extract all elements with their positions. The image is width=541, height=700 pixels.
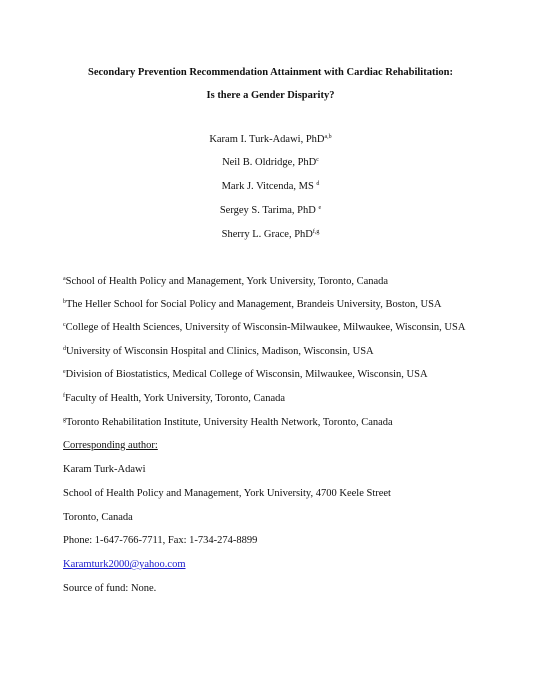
- author-3: [0, 180, 541, 193]
- affiliation-f: [63, 392, 285, 405]
- affiliation-mark: f: [63, 393, 65, 399]
- author-5: [0, 228, 541, 241]
- author-affiliation-marks: f,g: [312, 229, 320, 235]
- affiliation-e: [63, 368, 428, 381]
- affiliation-text: School of Health Policy and Management, York University, Toronto, Canada: [65, 276, 389, 287]
- author-name: Karam I. Turk-Adawi, PhD: [209, 134, 325, 145]
- author-affiliation-marks: c: [316, 157, 319, 163]
- author-name: Sergey S. Tarima, PhD: [219, 205, 316, 216]
- author-affiliation-marks: e: [318, 205, 322, 211]
- author-name: Mark J. Vitcenda, MS: [221, 181, 314, 192]
- affiliation-text: The Heller School for Social Policy and Management, Brandeis University, Boston, USA: [66, 299, 442, 310]
- affiliation-mark: c: [63, 322, 66, 328]
- author-2: [0, 156, 541, 169]
- corresponding-author-name: Karam Turk-Adawi: [63, 464, 146, 475]
- affiliation-text: Toronto Rehabilitation Institute, University Health Network, Toronto, Canada: [66, 417, 393, 428]
- author-name: Sherry L. Grace, PhD: [221, 229, 313, 240]
- author-name: Neil B. Oldridge, PhD: [222, 157, 317, 168]
- affiliation-text: College of Health Sciences, University of Wisconsin-Milwaukee, Milwaukee, Wisconsin, USA: [65, 322, 466, 333]
- corresponding-author-phone: Phone: 1-647-766-7711, Fax: 1-734-274-8899: [63, 535, 258, 546]
- corresponding-author-city: Toronto, Canada: [63, 512, 133, 523]
- affiliation-mark: g: [63, 417, 66, 423]
- author-4: [0, 204, 541, 217]
- paper-title-line-2: Is there a Gender Disparity?: [206, 90, 335, 101]
- affiliation-text: Division of Biostatistics, Medical College of Wisconsin, Milwaukee, Wisconsin, USA: [65, 369, 428, 380]
- paper-title-line-1: Secondary Prevention Recommendation Attainment with Cardiac Rehabilitation:: [88, 67, 453, 78]
- author-1: [0, 133, 541, 146]
- author-affiliation-marks: a,b: [324, 134, 332, 140]
- affiliation-text: University of Wisconsin Hospital and Clinics, Madison, Wisconsin, USA: [66, 346, 374, 357]
- affiliation-g: [63, 416, 393, 429]
- affiliation-b: [63, 298, 442, 311]
- affiliation-mark: a: [63, 276, 66, 282]
- affiliation-mark: b: [63, 299, 66, 305]
- affiliation-mark: d: [63, 346, 66, 352]
- affiliation-text: Faculty of Health, York University, Toronto, Canada: [65, 393, 286, 404]
- corresponding-author-address: School of Health Policy and Management, York University, 4700 Keele Street: [63, 488, 391, 499]
- corresponding-author-email-link[interactable]: Karamturk2000@yahoo.com: [63, 559, 186, 570]
- funding-statement: Source of fund: None.: [63, 583, 157, 594]
- affiliation-c: [63, 321, 465, 334]
- corresponding-author-heading: Corresponding author:: [63, 440, 158, 451]
- affiliation-d: [63, 345, 374, 358]
- affiliation-mark: e: [63, 369, 66, 375]
- affiliation-a: [63, 275, 388, 288]
- author-affiliation-marks: d: [316, 181, 320, 187]
